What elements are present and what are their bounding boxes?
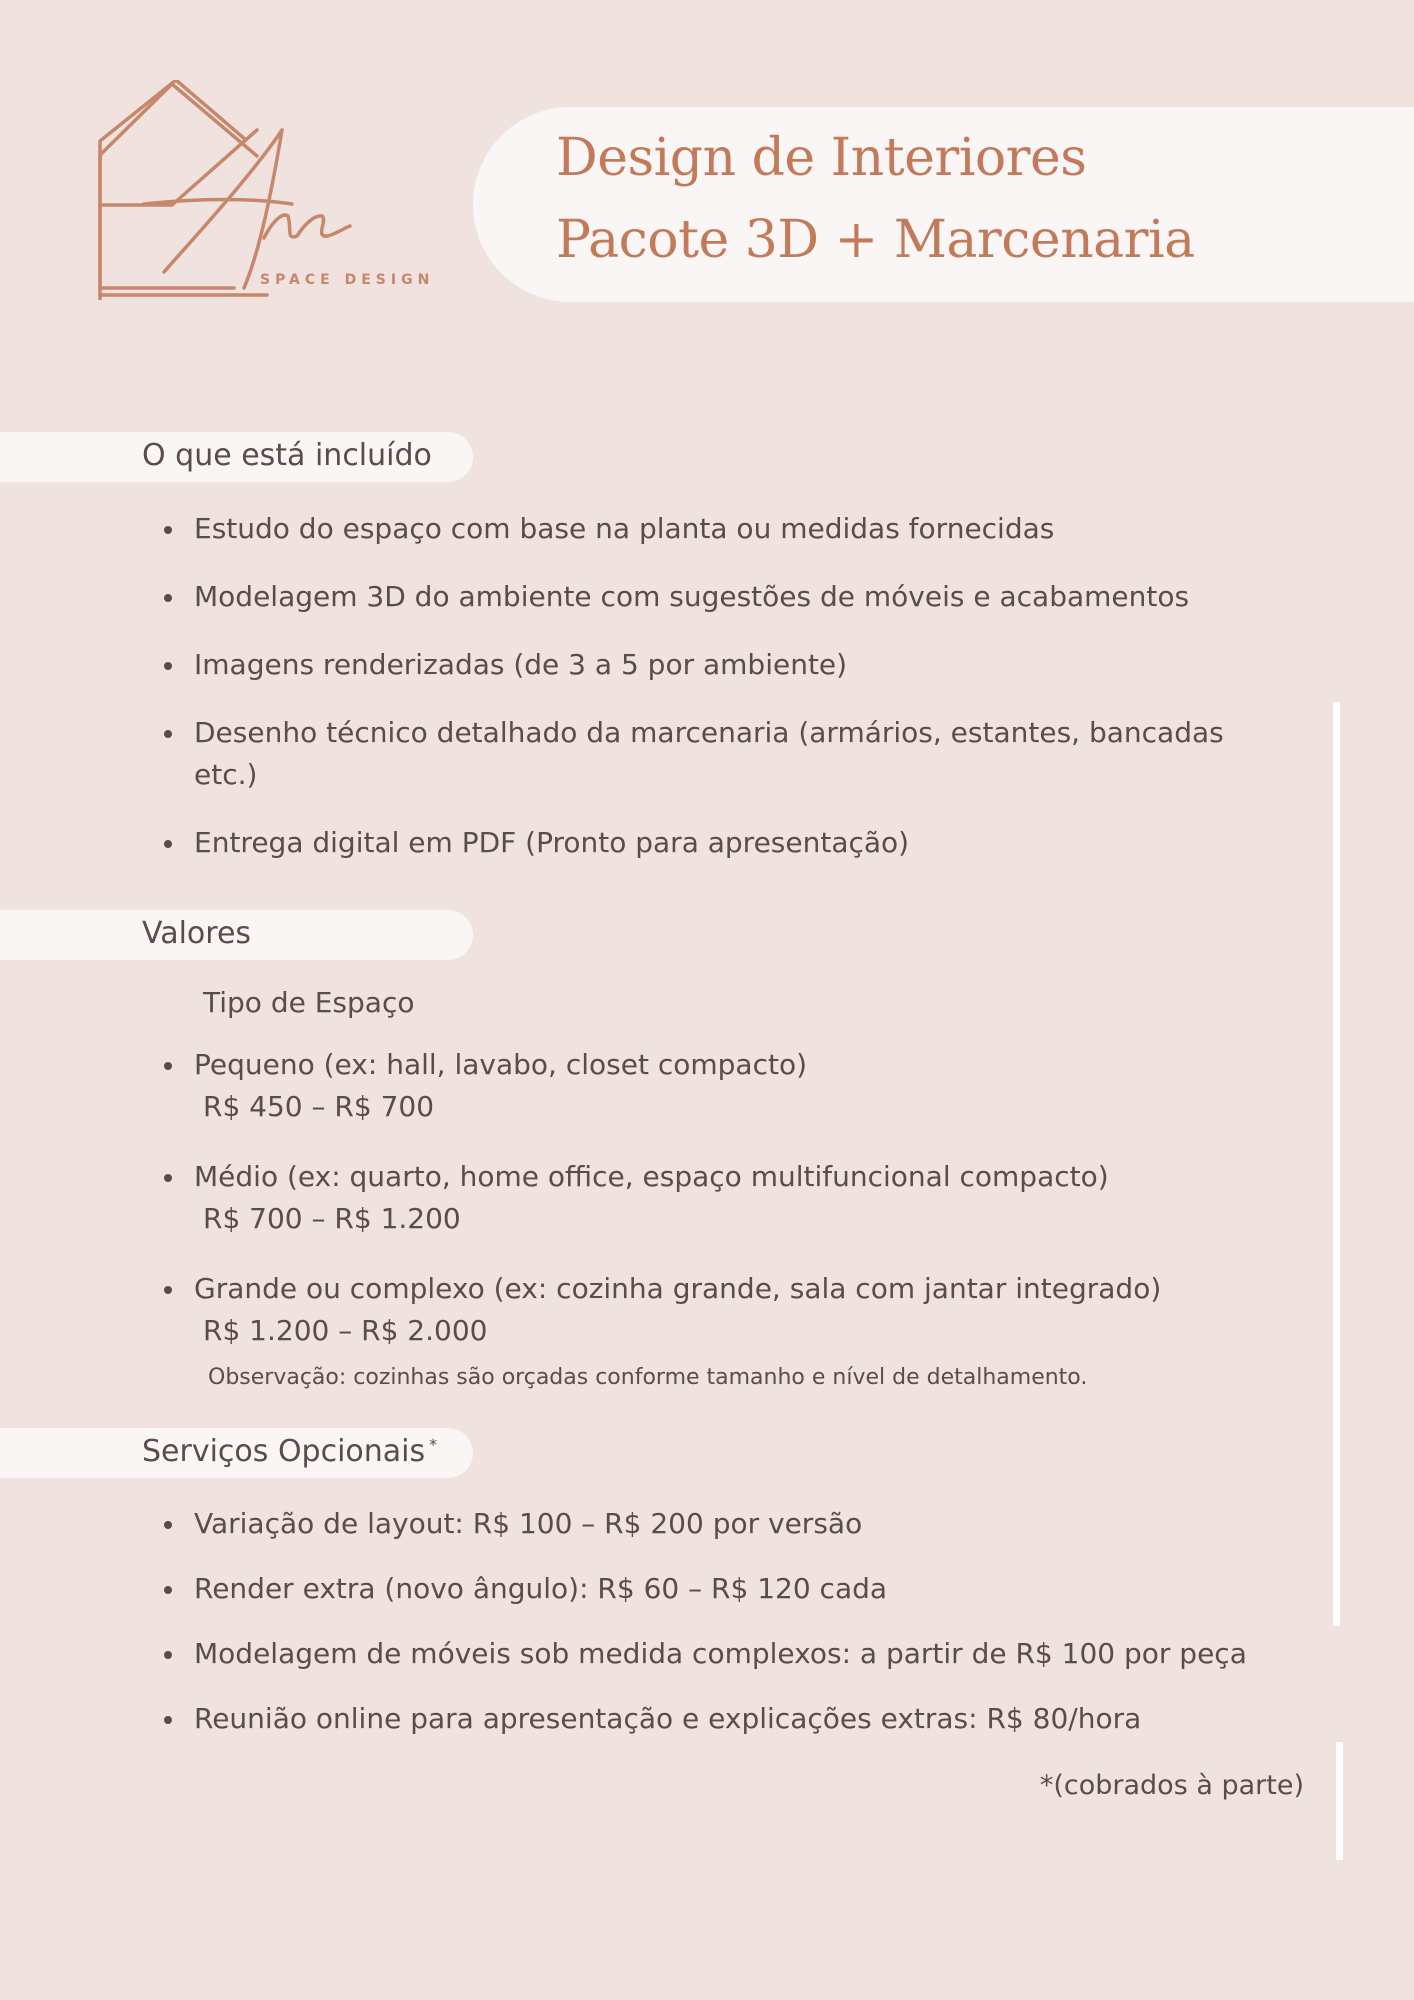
- price-range: R$ 1.200 – R$ 2.000: [203, 1314, 488, 1347]
- asterisk: *: [429, 1435, 438, 1454]
- price-range: R$ 450 – R$ 700: [203, 1090, 435, 1123]
- values-note: Observação: cozinhas são orçadas conforme tamanho e nível de detalhamento.: [208, 1365, 1088, 1390]
- included-list: [194, 508, 1224, 864]
- optional-footnote: *(cobrados à parte): [1039, 1770, 1304, 1801]
- price-range: R$ 700 – R$ 1.200: [203, 1202, 461, 1235]
- values-subheading: Tipo de Espaço: [203, 986, 415, 1019]
- list-item: Variação de layout: R$ 100 – R$ 200 por versão: [194, 1503, 1247, 1545]
- logo-tagline: SPACE DESIGN: [260, 272, 435, 288]
- section-heading-values: Valores: [142, 916, 252, 951]
- title-line-2: Pacote 3D + Marcenaria: [556, 210, 1195, 270]
- list-item: Médio (ex: quarto, home office, espaço multifuncional compacto): [194, 1156, 1161, 1198]
- list-item: Reunião online para apresentação e explicações extras: R$ 80/hora: [194, 1698, 1247, 1740]
- list-item: Desenho técnico detalhado da marcenaria (armários, estantes, bancadas: [194, 712, 1224, 754]
- list-item: Modelagem 3D do ambiente com sugestões de móveis e acabamentos: [194, 576, 1224, 618]
- list-item: Render extra (novo ângulo): R$ 60 – R$ 120 cada: [194, 1568, 1247, 1610]
- list-item: Imagens renderizadas (de 3 a 5 por ambiente): [194, 644, 1224, 686]
- list-item-continuation: etc.): [194, 758, 258, 791]
- section-heading-included: O que está incluído: [142, 438, 432, 473]
- list-item: Entrega digital em PDF (Pronto para apresentação): [194, 822, 1224, 864]
- decorative-vertical-line: [1336, 1742, 1343, 1860]
- title-line-1: Design de Interiores: [556, 128, 1087, 188]
- list-item: Grande ou complexo (ex: cozinha grande, sala com jantar integrado): [194, 1268, 1161, 1310]
- optional-list: [194, 1503, 1247, 1740]
- list-item: Pequeno (ex: hall, lavabo, closet compacto): [194, 1044, 1161, 1086]
- list-item: Modelagem de móveis sob medida complexos: a partir de R$ 100 por peça: [194, 1633, 1247, 1675]
- decorative-vertical-line: [1333, 702, 1340, 1626]
- values-list: [194, 1044, 1161, 1352]
- section-heading-optional: [142, 1434, 437, 1469]
- optional-heading-text: Serviços Opcionais: [142, 1434, 426, 1469]
- ana-script-mark: [92, 80, 462, 300]
- list-item: Estudo do espaço com base na planta ou medidas fornecidas: [194, 508, 1224, 550]
